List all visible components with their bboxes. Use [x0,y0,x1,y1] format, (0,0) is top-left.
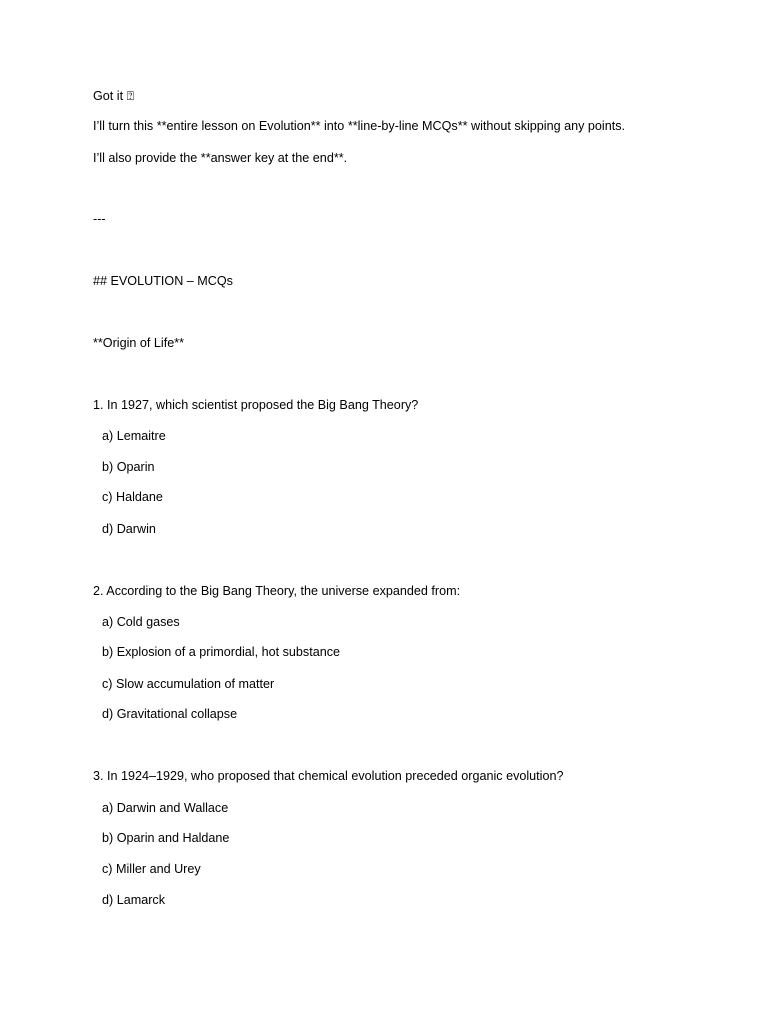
separator: --- [93,212,106,226]
question-1-option-a: a) Lemaitre [102,429,166,443]
question-1-option-b: b) Oparin [102,460,155,474]
intro-line-1: Got it ⍰ [93,89,135,103]
question-3-option-a: a) Darwin and Wallace [102,801,229,815]
intro-line-3: I’ll also provide the **answer key at the end**. [93,151,348,165]
question-3: 3. In 1924–1929, who proposed that chemical evolution preceded organic evolution? [93,769,564,783]
intro-line-2: I’ll turn this **entire lesson on Evolution** into **line-by-line MCQs** without skipping any points. [93,119,626,133]
document-heading: ## EVOLUTION – MCQs [93,274,233,288]
question-3-option-c: c) Miller and Urey [102,862,201,876]
question-2-option-d: d) Gravitational collapse [102,707,238,721]
question-2-option-c: c) Slow accumulation of matter [102,677,275,691]
question-2: 2. According to the Big Bang Theory, the universe expanded from: [93,584,461,598]
section-title: **Origin of Life** [93,336,185,350]
question-3-option-d: d) Lamarck [102,893,165,907]
question-1: 1. In 1927, which scientist proposed the Big Bang Theory? [93,398,419,412]
question-3-option-b: b) Oparin and Haldane [102,831,230,845]
question-1-option-d: d) Darwin [102,522,156,536]
question-1-option-c: c) Haldane [102,490,163,504]
question-2-option-b: b) Explosion of a primordial, hot substance [102,645,341,659]
question-2-option-a: a) Cold gases [102,615,180,629]
